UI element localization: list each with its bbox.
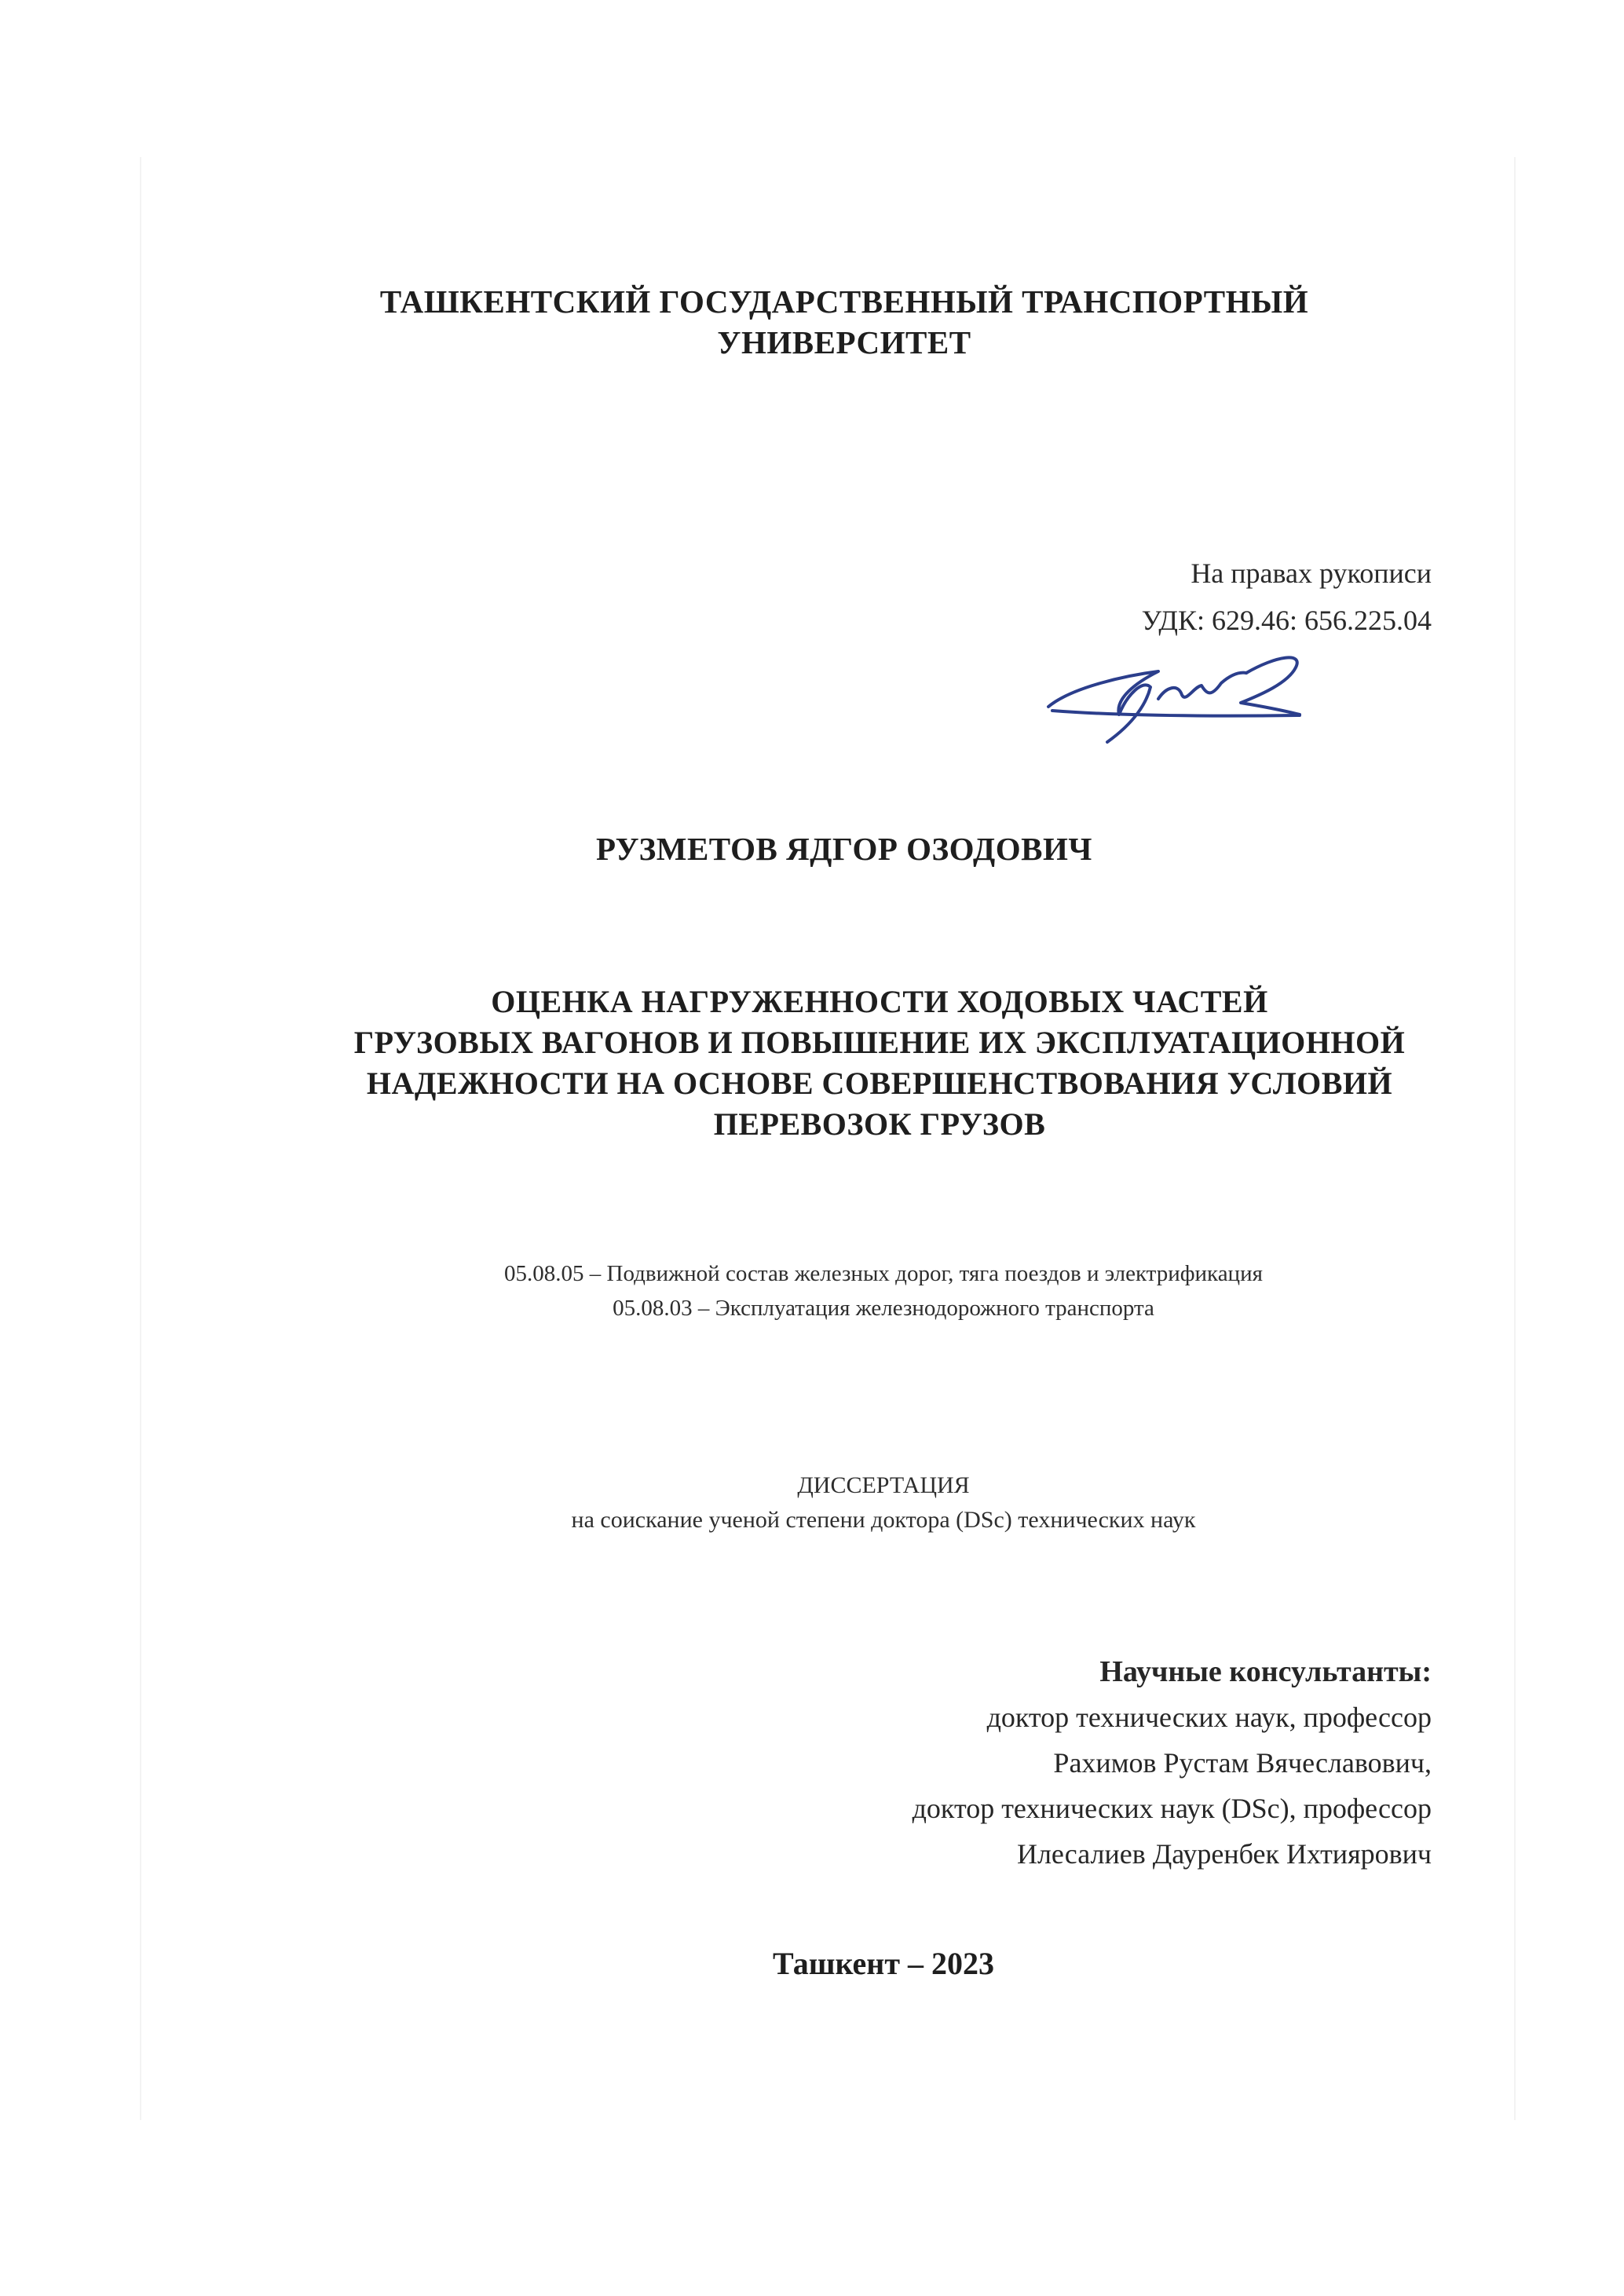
title-line-2: ГРУЗОВЫХ ВАГОНОВ И ПОВЫШЕНИЕ ИХ ЭКСПЛУАТАЦИОННОЙ bbox=[353, 1025, 1406, 1060]
manuscript-block bbox=[1142, 550, 1432, 644]
handwritten-signature-icon bbox=[1041, 640, 1308, 750]
title-line-1: ОЦЕНКА НАГРУЖЕННОСТИ ХОДОВЫХ ЧАСТЕЙ bbox=[491, 984, 1268, 1019]
udc-code: УДК: 629.46: 656.225.04 bbox=[1141, 605, 1432, 636]
city-year: Ташкент – 2023 bbox=[773, 1946, 994, 1981]
specialty-codes bbox=[118, 1256, 1624, 1325]
dissertation-label: ДИССЕРТАЦИЯ bbox=[797, 1472, 970, 1498]
consultants-heading: Научные консультанты: bbox=[1099, 1655, 1432, 1688]
dissertation-title bbox=[118, 982, 1624, 1145]
title-line-3: НАДЕЖНОСТИ НА ОСНОВЕ СОВЕРШЕНСТВОВАНИЯ УСЛОВИЙ bbox=[366, 1066, 1393, 1101]
consultant-line-3: доктор технических наук (DSc), профессор bbox=[912, 1793, 1432, 1824]
consultant-line-2: Рахимов Рустам Вячеславович, bbox=[1053, 1747, 1432, 1779]
university-line-1: ТАШКЕНТСКИЙ ГОСУДАРСТВЕННЫЙ ТРАНСПОРТНЫЙ bbox=[379, 283, 1309, 320]
dissertation-block bbox=[118, 1468, 1624, 1537]
university-line-2: УНИВЕРСИТЕТ bbox=[717, 324, 971, 360]
specialty-line-2: 05.08.03 – Эксплуатация железнодорожного транспорта bbox=[613, 1296, 1154, 1321]
author-name: РУЗМЕТОВ ЯДГОР ОЗОДОВИЧ bbox=[596, 831, 1092, 867]
consultant-line-1: доктор технических наук, профессор bbox=[986, 1702, 1432, 1733]
consultant-line-4: Илесалиев Дауренбек Ихтиярович bbox=[1016, 1838, 1432, 1870]
specialty-line-1: 05.08.05 – Подвижной состав железных дорог, тяга поездов и электрификация bbox=[504, 1261, 1263, 1286]
degree-line: на соискание ученой степени доктора (DSc) технических наук bbox=[571, 1507, 1196, 1533]
manuscript-rights: На правах рукописи bbox=[1191, 558, 1432, 589]
consultants-block bbox=[913, 1649, 1432, 1877]
university-heading bbox=[118, 281, 1571, 363]
title-line-4: ПЕРЕВОЗОК ГРУЗОВ bbox=[713, 1106, 1046, 1142]
